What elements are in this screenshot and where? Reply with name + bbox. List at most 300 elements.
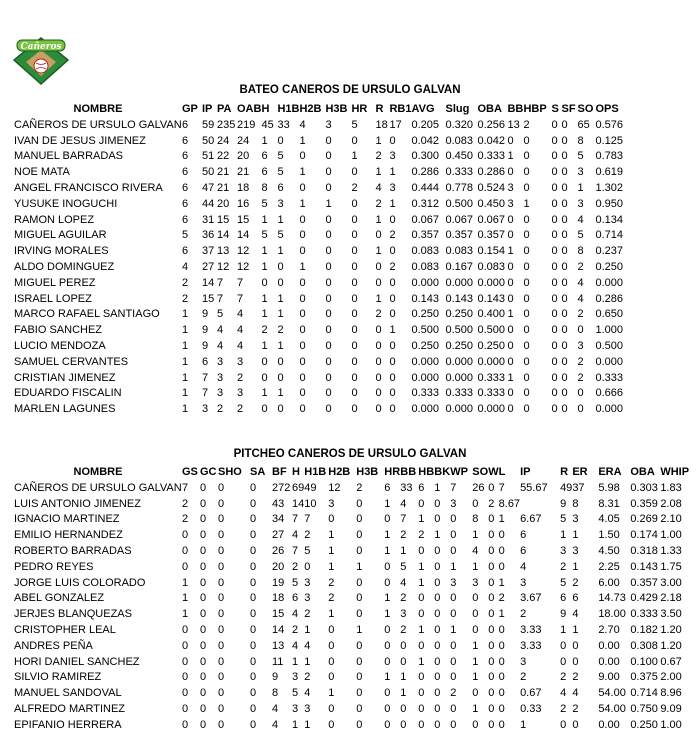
stat-oba: 0.333 [477, 387, 506, 400]
player-name: MANUEL SANDOVAL [14, 687, 122, 700]
stat-hr: 0 [384, 513, 391, 526]
stat-sho: 0 [218, 624, 225, 637]
stat-l: 0 [498, 545, 505, 558]
stat-oab: 4 [237, 324, 244, 337]
stat-sf: 0 [561, 403, 568, 416]
stat-r: 1 [375, 134, 382, 147]
stat-r: 1 [560, 529, 567, 542]
stat-oba: 0.042 [477, 134, 506, 147]
player-name: SILVIO RAMIREZ [14, 671, 102, 684]
stat-gp: 1 [182, 403, 189, 416]
stat-sho: 0 [218, 718, 225, 731]
stat-oab: 21 [237, 166, 250, 179]
stat-s: 0 [551, 324, 558, 337]
stat-whip: 0.67 [660, 655, 682, 668]
stat-ops: 0.950 [595, 197, 624, 210]
stat-sf: 0 [561, 182, 568, 195]
stat-wp: 0 [450, 703, 457, 716]
stat-bk: 0 [434, 576, 441, 589]
stat-sf: 0 [561, 134, 568, 147]
stat-gs: 1 [182, 608, 189, 621]
stat-hbp: 0 [523, 150, 530, 163]
table-row [14, 622, 689, 638]
stat-pa: 13 [217, 245, 230, 258]
stat-slug: 0.357 [445, 229, 474, 242]
stat-gp: 6 [182, 134, 189, 147]
stat-avg: 0.250 [411, 308, 440, 321]
table-row [14, 259, 623, 275]
stat-er: 1 [572, 529, 579, 542]
player-name: CRISTOPHER LEAL [14, 624, 116, 637]
stat-ip: 50 [202, 134, 215, 147]
stat-sa: 0 [250, 592, 257, 605]
stat-oab: 3 [237, 355, 244, 368]
stat-h1b: 7 [304, 513, 311, 526]
stat-h2b: 12 [328, 481, 341, 494]
stat-h2b: 1 [299, 197, 306, 210]
stat-h1b: 4 [304, 639, 311, 652]
stat-pa: 4 [217, 340, 224, 353]
stat-er: 1 [572, 624, 579, 637]
stat-h3b: 2 [356, 481, 363, 494]
stat-s: 0 [551, 403, 558, 416]
stat-oba: 0.000 [477, 276, 506, 289]
batting-table [14, 100, 623, 417]
stat-rb1: 0 [389, 276, 396, 289]
logo-text: Cañeros [20, 42, 62, 52]
player-name: EPIFANIO HERRERA [14, 718, 122, 731]
stat-oab: 4 [237, 308, 244, 321]
stat-sa: 0 [250, 545, 257, 558]
stat-h1b: 3 [304, 703, 311, 716]
stat-so: 1 [472, 671, 479, 684]
stat-h1b: 1 [277, 245, 284, 258]
stat-bf: 4 [272, 703, 279, 716]
stat-l: 0 [498, 671, 505, 684]
stat-oba: 0.250 [477, 340, 506, 353]
stat-w: 0 [488, 513, 495, 526]
stat-h2b: 0 [299, 182, 306, 195]
stat-h3b: 0 [356, 513, 363, 526]
player-name: PEDRO REYES [14, 560, 94, 573]
column-header-h1b: H1B [304, 465, 327, 478]
stat-h3b: 0 [325, 308, 332, 321]
stat-era: 5.98 [598, 481, 620, 494]
stat-pa: 7 [217, 292, 224, 305]
stat-r: 0 [375, 276, 382, 289]
stat-hb: 1 [418, 576, 425, 589]
stat-oba: 0.250 [630, 718, 658, 731]
stat-wp: 0 [450, 718, 457, 731]
stat-h3b: 0 [325, 134, 332, 147]
stat-gc: 0 [200, 545, 207, 558]
stat-hbp: 0 [523, 340, 530, 353]
stat-sa: 0 [250, 624, 257, 637]
stat-sf: 0 [561, 245, 568, 258]
stat-so: 0 [577, 387, 584, 400]
stat-hb: 0 [418, 592, 425, 605]
stat-era: 54.00 [598, 687, 626, 700]
stat-ops: 0.237 [595, 245, 624, 258]
stat-r: 0 [375, 229, 382, 242]
stat-gc: 0 [200, 624, 207, 637]
stat-rb1: 3 [389, 150, 396, 163]
stat-w: 0 [488, 545, 495, 558]
stat-wp: 0 [450, 592, 457, 605]
stat-sf: 0 [561, 308, 568, 321]
column-header-nombre: NOMBRE [73, 102, 123, 115]
stat-slug: 0.333 [445, 166, 474, 179]
stat-w: 0 [488, 655, 495, 668]
table-row [14, 354, 623, 370]
stat-h2b: 0 [299, 355, 306, 368]
stat-bb: 0 [507, 403, 514, 416]
stat-bk: 0 [434, 718, 441, 731]
stat-bb: 0 [507, 324, 514, 337]
stat-hb: 0 [418, 497, 425, 510]
stat-whip: 3.00 [660, 576, 682, 589]
stat-s: 0 [551, 371, 558, 384]
stat-w: 0 [488, 576, 495, 589]
stat-gc: 0 [200, 687, 207, 700]
stat-s: 0 [551, 150, 558, 163]
stat-er: 3 [572, 513, 579, 526]
stat-gc: 0 [200, 639, 207, 652]
stat-oba: 0.100 [630, 655, 658, 668]
stat-whip: 2.18 [660, 592, 682, 605]
stat-ops: 0.286 [595, 292, 624, 305]
table-row [14, 322, 623, 338]
stat-oba: 0.750 [630, 703, 658, 716]
stat-h1b: 5 [277, 166, 284, 179]
column-header-era: ERA [598, 465, 622, 478]
stat-hr: 0 [351, 340, 358, 353]
table-row [14, 291, 623, 307]
stat-r: 0 [375, 387, 382, 400]
stat-sa: 0 [250, 703, 257, 716]
stat-hr: 5 [351, 118, 358, 131]
stat-oba: 0.400 [477, 308, 506, 321]
stat-h: 1 [261, 340, 268, 353]
stat-s: 0 [551, 261, 558, 274]
column-header-so: SO [577, 102, 594, 115]
stat-oba: 0.154 [477, 245, 506, 258]
stat-bk: 0 [434, 671, 441, 684]
stat-ip: 7 [202, 371, 209, 384]
stat-pa: 15 [217, 213, 230, 226]
stat-bf: 18 [272, 592, 285, 605]
stat-hr: 0 [351, 229, 358, 242]
stat-hb: 1 [418, 513, 425, 526]
stat-whip: 1.33 [660, 545, 682, 558]
stat-h2b: 0 [299, 308, 306, 321]
player-name: ANGEL FRANCISCO RIVERA [14, 182, 163, 195]
stat-r: 4 [560, 687, 567, 700]
stat-slug: 0.320 [445, 118, 474, 131]
stat-oab: 20 [237, 150, 250, 163]
stat-r: 1 [560, 624, 567, 637]
table-row [14, 480, 689, 496]
stat-gc: 0 [200, 576, 207, 589]
stat-h1b: 1 [304, 624, 311, 637]
stat-er: 37 [572, 481, 585, 494]
stat-sf: 0 [561, 340, 568, 353]
pitching-title: PITCHEO CANEROS DE URSULO GALVAN [233, 448, 467, 460]
stat-bk: 0 [434, 703, 441, 716]
stat-bk: 0 [434, 639, 441, 652]
stat-era: 8.31 [598, 497, 620, 510]
column-header-slug: Slug [445, 102, 470, 115]
stat-bk: 0 [434, 560, 441, 573]
stat-ip: 3 [202, 403, 209, 416]
team-logo [12, 34, 70, 86]
table-row [14, 685, 689, 701]
stat-h2b: 0 [299, 387, 306, 400]
stat-so: 0 [472, 497, 479, 510]
stat-er: 2 [572, 576, 579, 589]
stat-h3b: 0 [325, 324, 332, 337]
stat-wp: 0 [450, 639, 457, 652]
column-header-bb: BB [400, 465, 417, 478]
stat-gc: 0 [200, 592, 207, 605]
stat-sa: 0 [250, 497, 257, 510]
stat-avg: 0.500 [411, 324, 440, 337]
stat-hb: 0 [418, 608, 425, 621]
stat-whip: 1.75 [660, 560, 682, 573]
stat-r: 0 [375, 371, 382, 384]
stat-pa: 2 [217, 403, 224, 416]
stat-ip: 3.67 [520, 592, 542, 605]
stat-oba: 0.357 [477, 229, 506, 242]
stat-hr: 1 [384, 608, 391, 621]
player-name: MIGUEL AGUILAR [14, 229, 107, 242]
stat-oba: 0.308 [630, 639, 658, 652]
stat-h2b: 1 [328, 560, 335, 573]
stat-wp: 0 [450, 529, 457, 542]
stat-ip: 4 [520, 560, 527, 573]
column-header-h: H [261, 102, 270, 115]
stat-oba: 0.286 [477, 166, 506, 179]
stat-gp: 6 [182, 150, 189, 163]
column-header-gs: GS [182, 465, 198, 478]
player-name: NOE MATA [14, 166, 70, 179]
stat-so: 3 [577, 340, 584, 353]
table-row [14, 654, 689, 670]
stat-h3b: 0 [356, 671, 363, 684]
stat-sho: 0 [218, 560, 225, 573]
stat-er: 2 [572, 671, 579, 684]
stat-whip: 2.08 [660, 497, 682, 510]
stat-ip: 3 [520, 576, 527, 589]
stat-avg: 0.000 [411, 371, 440, 384]
column-header-oba: OBA [477, 102, 502, 115]
stat-bf: 43 [272, 497, 285, 510]
stat-h: 14 [292, 497, 305, 510]
stat-era: 9.00 [598, 671, 620, 684]
stat-oab: 14 [237, 229, 250, 242]
table-row [14, 164, 623, 180]
stat-er: 6 [572, 592, 579, 605]
stat-h2b: 2 [328, 592, 335, 605]
stat-so: 2 [577, 355, 584, 368]
stat-h: 0 [261, 371, 268, 384]
stat-r: 2 [560, 560, 567, 573]
stat-avg: 0.000 [411, 355, 440, 368]
stat-h: 4 [292, 639, 299, 652]
stat-hbp: 0 [523, 371, 530, 384]
column-header-bb: BB [507, 102, 524, 115]
stat-ip: 36 [202, 229, 215, 242]
stat-ip: 6 [520, 529, 527, 542]
stat-h: 1 [292, 655, 299, 668]
stat-bk: 0 [434, 497, 441, 510]
stat-so: 4 [577, 292, 584, 305]
player-name: EDUARDO FISCALIN [14, 387, 122, 400]
stat-hb: 2 [418, 529, 425, 542]
stat-gc: 0 [200, 718, 207, 731]
stat-so: 3 [472, 576, 479, 589]
stat-r: 6 [560, 592, 567, 605]
stat-so: 2 [577, 371, 584, 384]
stat-so: 1 [577, 182, 584, 195]
stat-rb1: 0 [389, 308, 396, 321]
stat-r: 4 [375, 182, 382, 195]
stat-gp: 6 [182, 166, 189, 179]
stat-h: 6 [261, 166, 268, 179]
stat-ip: 0.67 [520, 687, 542, 700]
stat-l: 0 [498, 639, 505, 652]
stat-bk: 0 [434, 624, 441, 637]
stat-w: 0 [488, 687, 495, 700]
column-header-l: L [498, 465, 506, 478]
stat-h1b: 0 [277, 371, 284, 384]
stat-gp: 2 [182, 292, 189, 305]
stat-h1b: 2 [304, 671, 311, 684]
stat-bb: 0 [507, 261, 514, 274]
stat-hr: 0 [351, 166, 358, 179]
player-name: LUCIO MENDOZA [14, 340, 106, 353]
stat-h1b: 1 [304, 655, 311, 668]
stat-oba: 0.450 [477, 197, 506, 210]
stat-sho: 0 [218, 545, 225, 558]
stat-l: 7 [498, 481, 505, 494]
stat-avg: 0.143 [411, 292, 440, 305]
stat-ops: 0.134 [595, 213, 624, 226]
stat-h3b: 0 [356, 592, 363, 605]
player-name: CRISTIAN JIMENEZ [14, 371, 116, 384]
stat-sho: 0 [218, 608, 225, 621]
stat-so: 8 [472, 513, 479, 526]
stat-bb: 0 [507, 134, 514, 147]
stat-hr: 0 [384, 560, 391, 573]
stat-bb: 7 [400, 513, 407, 526]
stat-gs: 0 [182, 671, 189, 684]
stat-slug: 0.143 [445, 292, 474, 305]
stat-gc: 0 [200, 671, 207, 684]
stat-gp: 1 [182, 387, 189, 400]
stat-h: 1 [261, 387, 268, 400]
stat-hbp: 0 [523, 213, 530, 226]
stat-bk: 0 [434, 545, 441, 558]
stat-h2b: 0 [299, 403, 306, 416]
column-header-ip: IP [202, 102, 213, 115]
stat-avg: 0.083 [411, 245, 440, 258]
stat-gp: 1 [182, 324, 189, 337]
stat-ops: 0.650 [595, 308, 624, 321]
stat-bk: 0 [434, 513, 441, 526]
table-row [14, 638, 689, 654]
stat-ip: 9 [202, 324, 209, 337]
stat-ip [520, 496, 560, 512]
table-row [14, 591, 689, 607]
stat-gs: 0 [182, 529, 189, 542]
stat-so: 1 [472, 529, 479, 542]
stat-h3b: 0 [325, 371, 332, 384]
stat-rb1: 0 [389, 355, 396, 368]
stat-avg: 0.000 [411, 403, 440, 416]
stat-so: 4 [577, 276, 584, 289]
stat-er: 2 [572, 703, 579, 716]
stat-sf: 0 [561, 229, 568, 242]
stat-h2b: 0 [299, 324, 306, 337]
stat-h2b: 0 [328, 671, 335, 684]
stat-rb1: 1 [389, 324, 396, 337]
stat-so: 26 [472, 481, 485, 494]
stat-oba: 0.714 [630, 687, 658, 700]
stat-h3b: 0 [356, 529, 363, 542]
stat-h3b: 0 [325, 387, 332, 400]
stat-h3b: 1 [356, 624, 363, 637]
stat-oba: 0.067 [477, 213, 506, 226]
stat-sa: 0 [250, 481, 257, 494]
stat-er: 0 [572, 655, 579, 668]
stat-oab: 12 [237, 261, 250, 274]
stat-bb: 1 [507, 308, 514, 321]
column-header-ops: OPS [595, 102, 619, 115]
stat-bb: 0 [507, 166, 514, 179]
stat-whip: 1.20 [660, 624, 682, 637]
stat-h3b: 0 [325, 261, 332, 274]
stat-bf: 19 [272, 576, 285, 589]
stat-er: 0 [572, 639, 579, 652]
stat-h: 6 [292, 592, 299, 605]
batting-title: BATEO CANEROS DE URSULO GALVAN [239, 84, 461, 96]
player-name: JERJES BLANQUEZAS [14, 608, 132, 621]
stat-h1b: 0 [277, 261, 284, 274]
stat-era: 54.00 [598, 703, 626, 716]
stat-wp: 3 [450, 497, 457, 510]
stat-w: 0 [488, 560, 495, 573]
stat-hr: 1 [384, 529, 391, 542]
stat-oba: 0.000 [477, 355, 506, 368]
stat-er: 0 [572, 718, 579, 731]
stat-oba: 0.359 [630, 497, 658, 510]
stat-sf: 0 [561, 371, 568, 384]
stat-h1b: 1 [304, 718, 311, 731]
stat-hr: 0 [351, 324, 358, 337]
stat-hr: 0 [384, 718, 391, 731]
stat-oba: 0.303 [630, 481, 658, 494]
stat-oba: 0.269 [630, 513, 658, 526]
stat-gp: 6 [182, 245, 189, 258]
stat-bk: 0 [434, 687, 441, 700]
stat-h2b: 2 [328, 576, 335, 589]
stat-h1b: 2 [304, 608, 311, 621]
table-row [14, 701, 689, 717]
header-row [14, 100, 623, 117]
stat-h3b: 0 [356, 655, 363, 668]
player-name: ABEL GONZALEZ [14, 592, 105, 605]
